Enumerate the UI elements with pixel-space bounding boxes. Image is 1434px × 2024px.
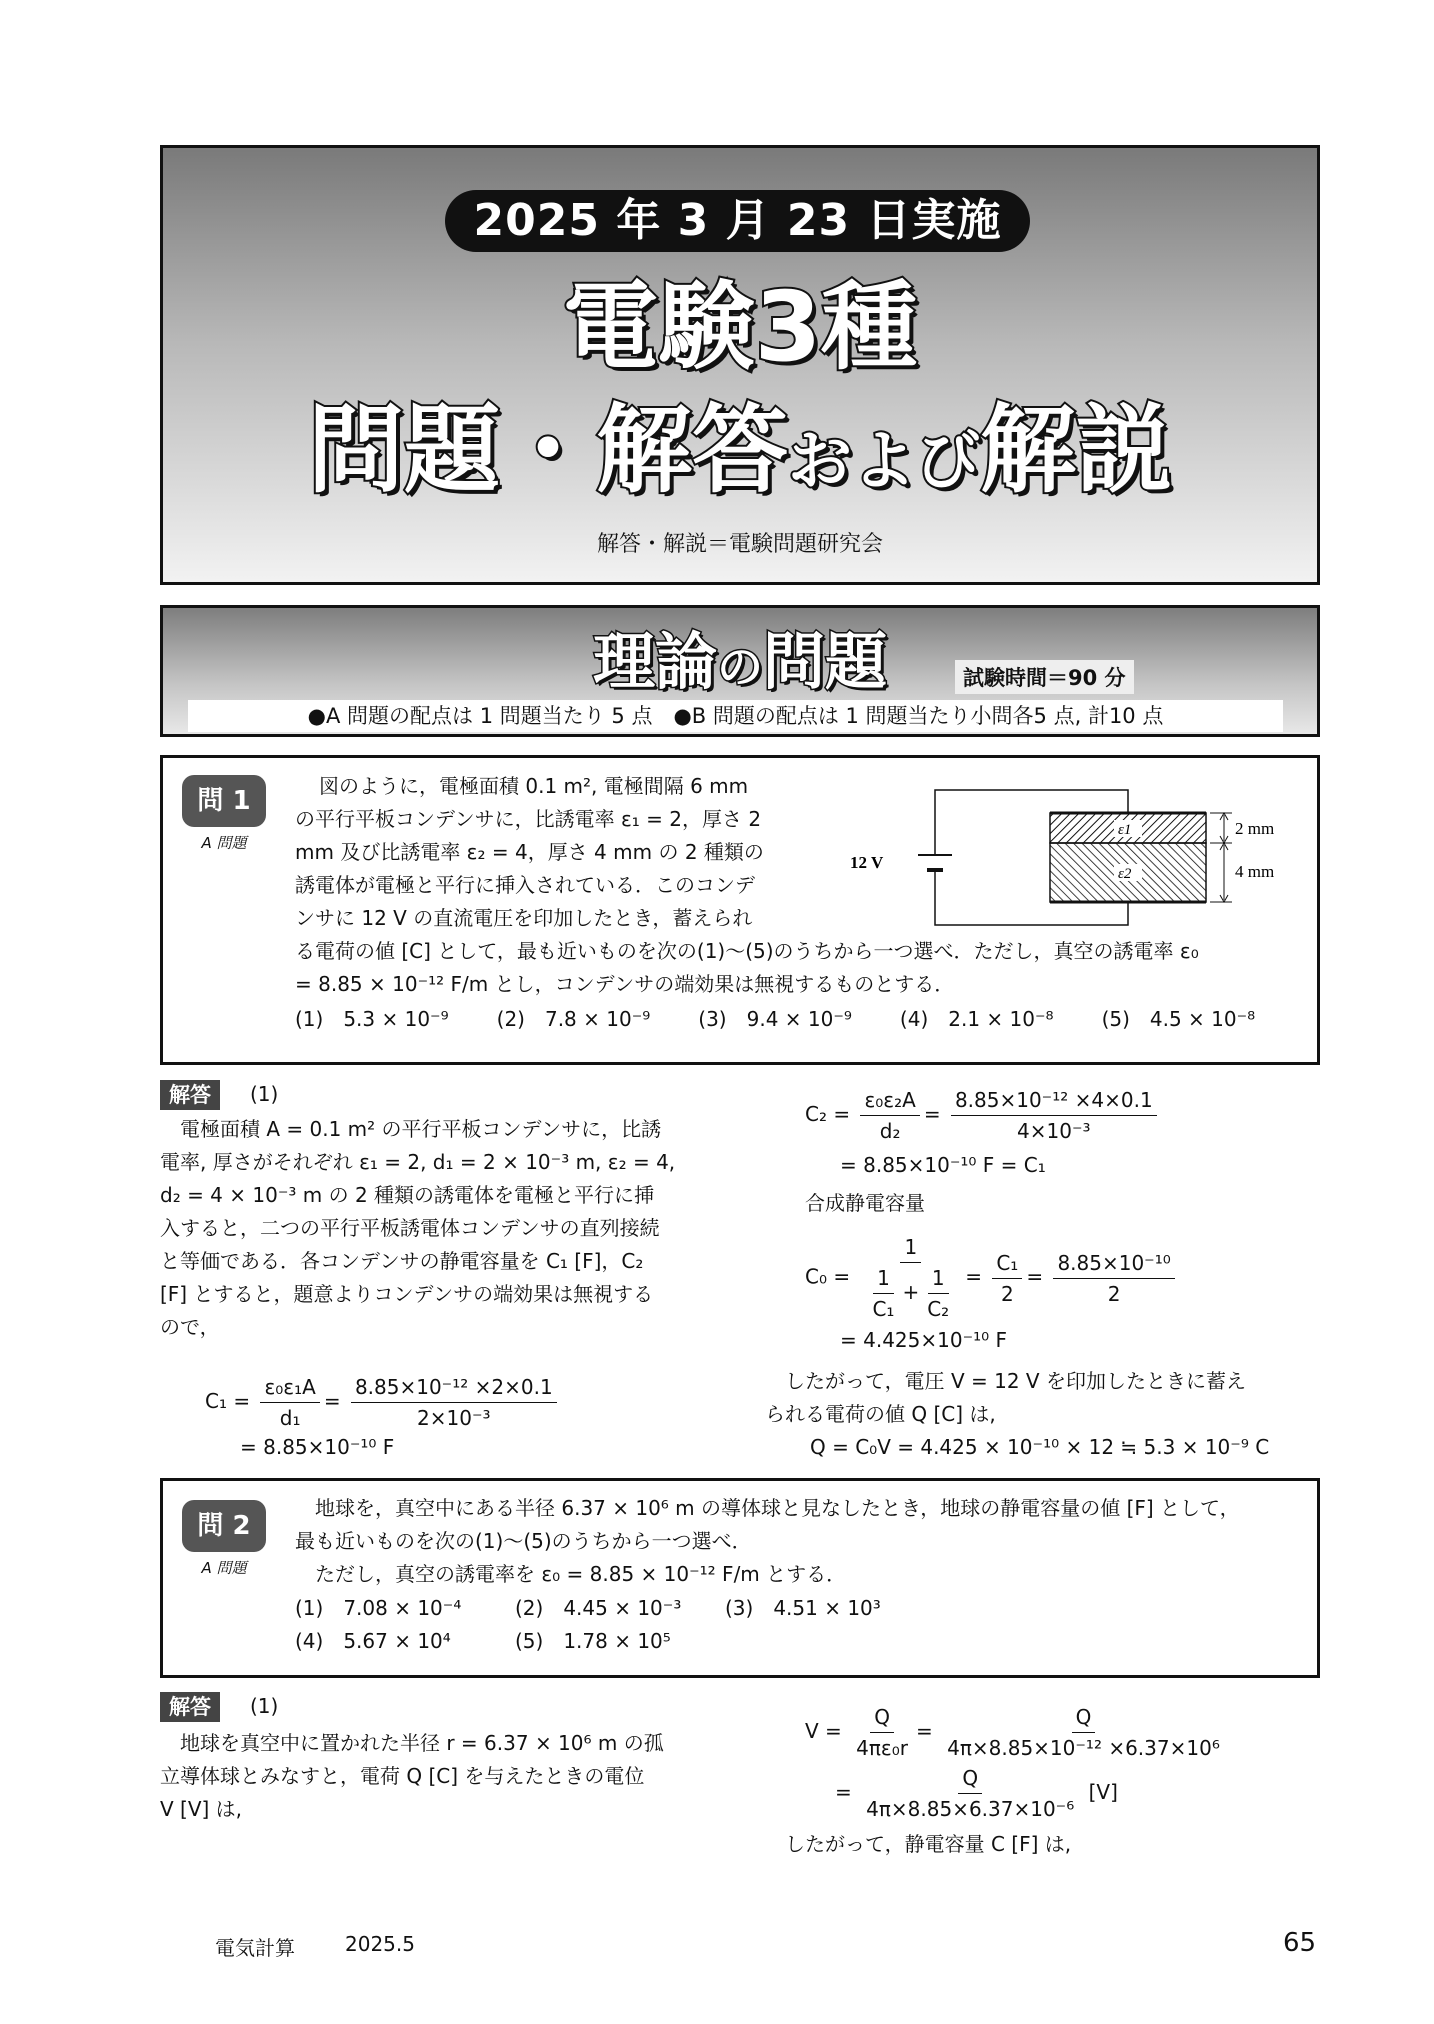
issue-label: 2025.5 [345, 1932, 415, 1956]
q1-line: mm 及び比誘電率 ε₂ = 4，厚さ 4 mm の 2 種類の [295, 840, 764, 864]
c2-num1: ε₀ε₂A [860, 1085, 919, 1116]
capacitor-figure [840, 780, 1300, 940]
q1-choice: (5) 4.5 × 10⁻⁸ [1101, 1007, 1256, 1031]
c1-num1: ε₀ε₁A [260, 1372, 319, 1403]
title-main: 問題・解答 [308, 394, 788, 506]
v-den1: 4πε₀r [856, 1736, 908, 1760]
section-title-a: 理論 [592, 625, 717, 698]
eps1-label: ε1 [1118, 822, 1132, 838]
v-num3: Q [958, 1763, 982, 1794]
dimension-arrows [1210, 813, 1232, 902]
question-1-badge: 問 1 [182, 775, 266, 827]
battery-symbol [918, 855, 952, 870]
q2-line: 最も近いものを次の(1)〜(5)のうちから一つ選べ． [295, 1529, 752, 1553]
q2-choice: (1) 7.08 × 10⁻⁴ [295, 1596, 462, 1620]
c0-equation: C₀ = 1 $\frac{1}{\text{C₁}}$ + $\frac{1}{\text{C₂}}$ = $\frac{\text{C₁}}{2}$ = $\frac{\text{8.85×10⁻¹⁰}}{2}$ [805, 1232, 1179, 1324]
c2-equation: C₂ = $\frac{\text{ε₀ε₂A}}{\text{d₂}}$ = $\frac{\text{8.85×10⁻¹² ×4×0.1}}{\text{4×10⁻³}}$ [805, 1085, 1161, 1146]
title-end: 解説 [980, 394, 1172, 506]
c1-equation: C₁ = $\frac{\text{ε₀ε₁A}}{\text{d₁}}$ = $\frac{\text{8.85×10⁻¹² ×2×0.1}}{\text{2×10⁻³}}$ [205, 1372, 561, 1433]
q1-choice: (1) 5.3 × 10⁻⁹ [295, 1007, 449, 1031]
c0-lhs: C₀ = [805, 1264, 851, 1289]
charge-line-1: したがって，電圧 V = 12 V を印加したときに蓄え [785, 1369, 1246, 1393]
charge-line-2: られる電荷の値 Q [C] は, [765, 1402, 996, 1426]
capacitance-line: したがって，静電容量 C [F] は, [785, 1832, 1072, 1856]
c0-den2: 2 [1000, 1281, 1014, 1306]
question-1-text-full [295, 935, 1305, 1001]
journal-name: 電気計算 [215, 1936, 295, 1960]
q1-choice: (4) 2.1 × 10⁻⁸ [899, 1007, 1054, 1031]
page-number: 65 [1283, 1928, 1317, 1958]
q2-choice: (5) 1.78 × 10⁵ [515, 1629, 671, 1653]
exam-date-pill: 2025 年 3 月 23 日実施 [445, 190, 1030, 252]
question-2-type: A 問題 [201, 1559, 247, 1577]
v-equation-2: = $\frac{Q}{\text{4π×8.85×6.37×10⁻⁶}}$ [V] [835, 1763, 1118, 1824]
a1-line: [F] とすると，題意よりコンデンサの端効果は無視する [160, 1282, 654, 1306]
title-small: および [788, 425, 980, 499]
v-num2: Q [1072, 1702, 1096, 1733]
a2-line: V [V] は, [160, 1797, 243, 1821]
answer-1-value: (1) [250, 1082, 279, 1106]
q1-line: 誘電体が電極と平行に挿入されている．このコンデ [295, 873, 755, 897]
c2-result: = 8.85×10⁻¹⁰ F = C₁ [840, 1153, 1046, 1177]
eps2-label: ε2 [1118, 866, 1132, 882]
q2-line: 地球を，真空中にある半径 6.37 × 10⁶ m の導体球と見なしたとき，地球の静電容量の値 [F] として， [315, 1496, 1240, 1520]
section-title-no: の [717, 640, 763, 694]
c1-den2: 2×10⁻³ [417, 1406, 491, 1430]
question-1-choices [295, 1003, 1305, 1036]
c0-plus: + [902, 1280, 920, 1304]
q2-choice: (2) 4.45 × 10⁻³ [515, 1596, 682, 1620]
c0-num3: 8.85×10⁻¹⁰ [1053, 1248, 1174, 1279]
question-1-text-wrap [295, 770, 835, 935]
q1-line: = 8.85 × 10⁻¹² F/m とし，コンデンサの端効果は無視するものとする． [295, 972, 955, 996]
thickness-2-label: 4 mm [1235, 862, 1275, 881]
charge-equation: Q = C₀V = 4.425 × 10⁻¹⁰ × 12 ≒ 5.3 × 10⁻⁹ C [810, 1435, 1270, 1459]
v-lhs: V = [805, 1719, 842, 1743]
a1-line: 電極面積 A = 0.1 m² の平行平板コンデンサに，比誘 [180, 1117, 662, 1141]
a1-line: ので， [160, 1315, 220, 1339]
question-2-badge: 問 2 [182, 1500, 266, 1552]
q1-choice: (3) 9.4 × 10⁻⁹ [698, 1007, 852, 1031]
combined-label: 合成静電容量 [805, 1191, 925, 1215]
c1-result: = 8.85×10⁻¹⁰ F [240, 1435, 395, 1459]
c0-den-a: 1 [873, 1263, 894, 1294]
c2-den2: 4×10⁻³ [1017, 1119, 1091, 1143]
thickness-1-label: 2 mm [1235, 819, 1275, 838]
c0-den3: 2 [1107, 1281, 1121, 1306]
q1-line: 図のように，電極面積 0.1 m², 電極間隔 6 mm [319, 774, 749, 798]
a2-line: 立導体球とみなすと，電荷 Q [C] を与えたときの電位 [160, 1764, 645, 1788]
q1-line: ンサに 12 V の直流電圧を印加したとき，蓄えられ [295, 906, 753, 930]
q1-line: る電荷の値 [C] として，最も近いものを次の(1)〜(5)のうちから一つ選べ．ただし，真空の誘電率 ε₀ [295, 939, 1199, 963]
c1-lhs: C₁ = [205, 1389, 251, 1413]
voltage-label: 12 V [850, 853, 884, 872]
charge-text [765, 1365, 1325, 1431]
a2-line: 地球を真空中に置かれた半径 r = 6.37 × 10⁶ m の孤 [180, 1731, 664, 1755]
q2-choice: (3) 4.51 × 10³ [725, 1596, 881, 1620]
v-den3: 4π×8.85×6.37×10⁻⁶ [866, 1797, 1075, 1821]
c1-den1: d₁ [279, 1406, 301, 1430]
q2-choice: (4) 5.67 × 10⁴ [295, 1629, 451, 1653]
credit-line: 解答・解説＝電験問題研究会 [596, 532, 883, 557]
c0-result: = 4.425×10⁻¹⁰ F [840, 1328, 1008, 1352]
v-den2: 4π×8.85×10⁻¹² ×6.37×10⁶ [947, 1736, 1220, 1760]
answer-1-text [160, 1113, 720, 1344]
a1-line: と等価である．各コンデンサの静電容量を C₁ [F]，C₂ [160, 1249, 644, 1273]
v-equation: V = $\frac{Q}{\text{4πε₀r}}$ = $\frac{Q}{\text{4π×8.85×10⁻¹² ×6.37×10⁶}}$ [805, 1702, 1228, 1763]
a1-line: 入すると，二つの平行平板誘電体コンデンサの直列接続 [160, 1216, 660, 1240]
c2-num2: 8.85×10⁻¹² ×4×0.1 [951, 1085, 1157, 1116]
answer-2-value: (1) [250, 1694, 279, 1718]
c2-lhs: C₂ = [805, 1102, 851, 1126]
v-unit: [V] [1088, 1780, 1118, 1804]
c0-den-b2: C₂ [927, 1297, 950, 1321]
points-note: ●A 問題の配点は 1 問題当たり 5 点 ●B 問題の配点は 1 問題当たり小問各5 点, 計10 点 [188, 700, 1283, 732]
q1-line: の平行平板コンデンサに，比誘電率 ε₁ = 2，厚さ 2 [295, 807, 762, 831]
c0-den-a2: C₁ [872, 1297, 895, 1321]
title-line-1: 電験3種 [562, 271, 918, 383]
section-title [160, 612, 1320, 701]
c2-den1: d₂ [879, 1119, 901, 1143]
a1-line: 電率, 厚さがそれぞれ ε₁ = 2, d₁ = 2 × 10⁻³ m, ε₂ = 4, [160, 1150, 676, 1174]
q2-line: ただし，真空の誘電率を ε₀ = 8.85 × 10⁻¹² F/m とする． [315, 1562, 847, 1586]
question-1-type: A 問題 [201, 834, 247, 852]
answer-2-badge: 解答 [160, 1692, 220, 1722]
c0-num2: C₁ [992, 1248, 1022, 1279]
section-title-b: 問題 [763, 625, 888, 698]
title-line-2 [160, 395, 1320, 517]
v-num1: Q [870, 1702, 894, 1733]
answer-1-badge: 解答 [160, 1080, 220, 1110]
answer-2-text [160, 1727, 720, 1826]
c0-den-b: 1 [928, 1263, 949, 1294]
question-2-text [295, 1492, 1305, 1591]
c0-num: 1 [900, 1232, 921, 1263]
a1-line: d₂ = 4 × 10⁻³ m の 2 種類の誘電体を電極と平行に挿 [160, 1183, 655, 1207]
question-2-choices [295, 1592, 1195, 1658]
c1-num2: 8.85×10⁻¹² ×2×0.1 [351, 1372, 557, 1403]
exam-time: 試験時間＝90 分 [955, 660, 1134, 694]
q1-choice: (2) 7.8 × 10⁻⁹ [496, 1007, 651, 1031]
